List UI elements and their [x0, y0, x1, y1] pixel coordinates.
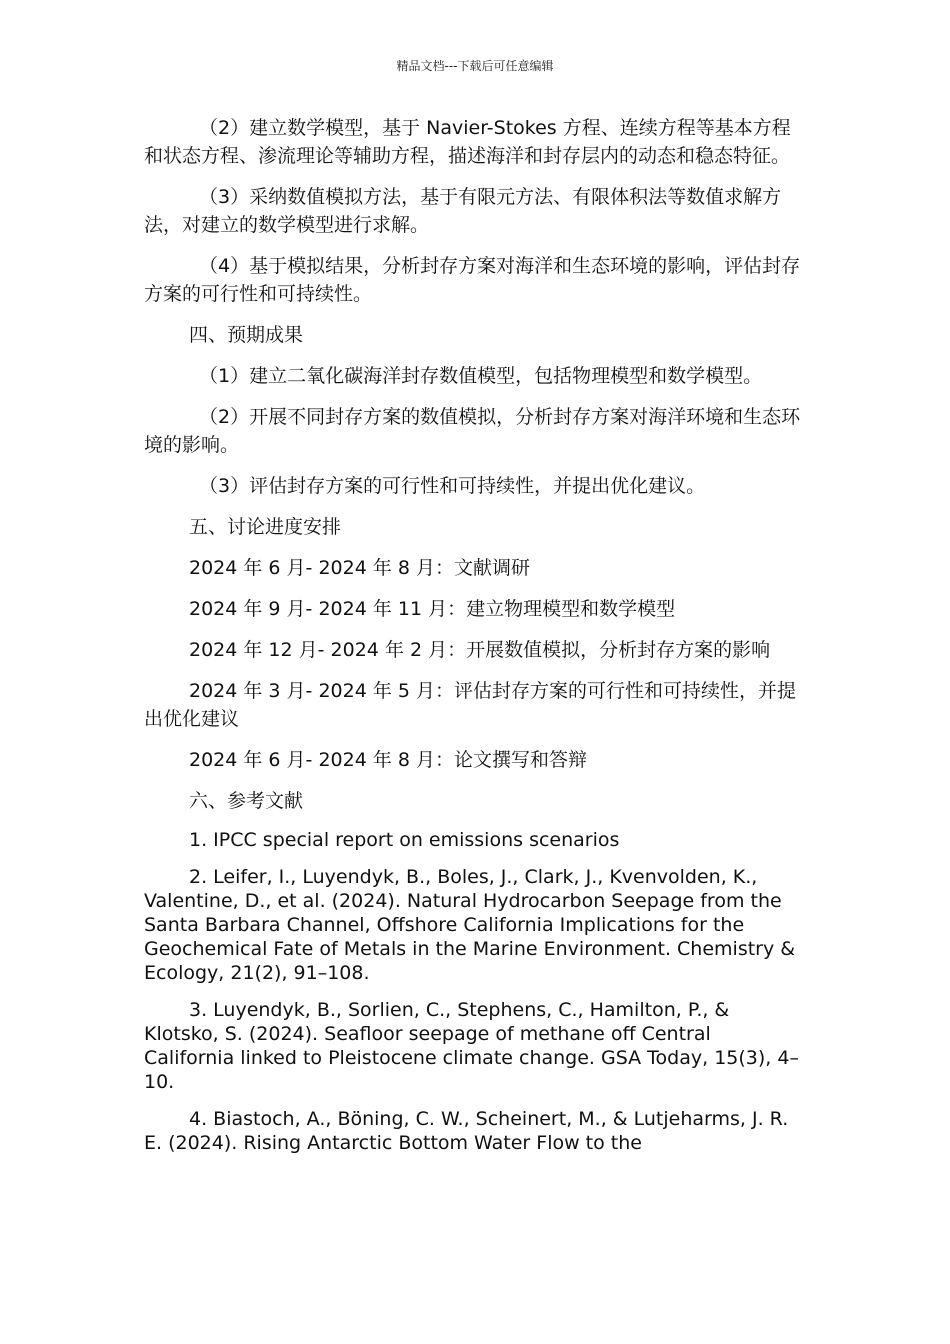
schedule-item-5: 2024 年 6 月- 2024 年 8 月：论文撰写和答辩	[189, 749, 588, 771]
expected-result-3: （3）评估封存方案的可行性和可持续性，并提出优化建议。	[199, 475, 706, 497]
schedule-item-2: 2024 年 9 月- 2024 年 11 月：建立物理模型和数学模型	[189, 598, 676, 620]
schedule-item-3: 2024 年 12 月- 2024 年 2 月：开展数值模拟，分析封存方案的影响	[189, 639, 771, 661]
schedule-item-1: 2024 年 6 月- 2024 年 8 月：文献调研	[189, 557, 531, 579]
method-step-4: （4）基于模拟结果，分析封存方案对海洋和生态环境的影响，评估封存方案的可行性和可持续性。	[144, 255, 801, 305]
reference-2: 2. Leifer, I., Luyendyk, B., Boles, J., Clark, J., Kvenvolden, K., Valentine, D., et al. (2024). Natural Hydrocarbon Seepage from the Santa Barbara Channel, Offshore California Implications for the Geochemical Fate of Metals in the Marine Environment. Chemistry & Ecology, 21(2), 91–108.	[144, 866, 796, 984]
method-step-3: （3）采纳数值模拟方法，基于有限元方法、有限体积法等数值求解方法，对建立的数学模型进行求解。	[144, 186, 782, 236]
reference-4: 4. Biastoch, A., Böning, C. W., Scheinert, M., & Lutjeharms, J. R. E. (2024). Rising Antarctic Bottom Water Flow to the	[144, 1108, 789, 1154]
method-step-2: （2）建立数学模型，基于 Navier-Stokes 方程、连续方程等基本方程和状态方程、渗流理论等辅助方程，描述海洋和封存层内的动态和稳态特征。	[144, 117, 791, 167]
reference-3: 3. Luyendyk, B., Sorlien, C., Stephens, C., Hamilton, P., & Klotsko, S. (2024). Seafloor seepage of methane off Central California linked to Pleistocene climate change. GSA Today, 15(3), 4–10.	[144, 999, 799, 1093]
expected-result-2: （2）开展不同封存方案的数值模拟，分析封存方案对海洋环境和生态环境的影响。	[144, 406, 801, 456]
document-body	[144, 114, 806, 1168]
section-4-heading: 四、预期成果	[189, 324, 304, 346]
expected-result-1: （1）建立二氧化碳海洋封存数值模型，包括物理模型和数学模型。	[199, 365, 763, 387]
section-5-heading: 五、讨论进度安排	[189, 516, 342, 538]
page-header: 精品文档---下载后可任意编辑	[396, 59, 554, 73]
reference-1: 1. IPCC special report on emissions scenarios	[189, 829, 620, 851]
section-6-heading: 六、参考文献	[189, 790, 304, 812]
schedule-item-4: 2024 年 3 月- 2024 年 5 月：评估封存方案的可行性和可持续性，并提出优化建议	[144, 680, 797, 730]
